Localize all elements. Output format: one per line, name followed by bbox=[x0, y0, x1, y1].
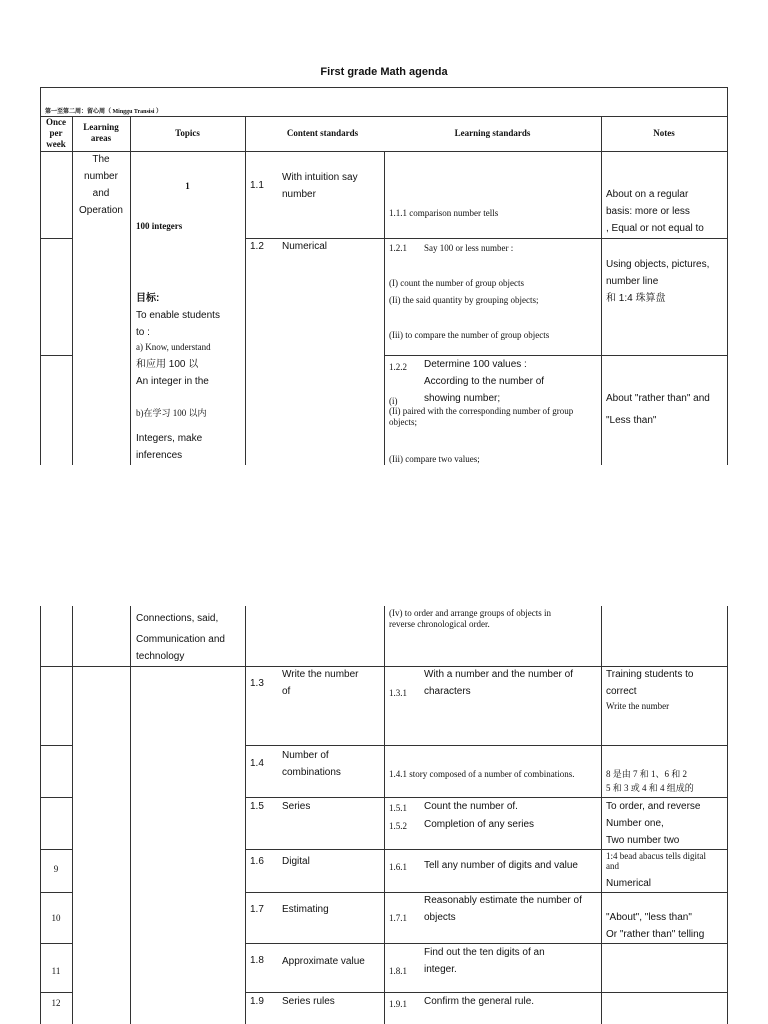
content-standard-text: Digital bbox=[282, 856, 310, 867]
content-standard-text: Series bbox=[282, 801, 311, 812]
week-caption: 第一至第二周：留心周（ Minggu Transisi ） bbox=[45, 109, 162, 115]
week-number: 10 bbox=[51, 913, 61, 923]
goal-a-cont: 和应用 100 以 An integer in the bbox=[136, 359, 209, 387]
learning-standard-text: Count the number of. bbox=[424, 801, 518, 812]
content-standard-number: 1.9 bbox=[250, 996, 264, 1007]
learning-standard-number: 1.5.1 bbox=[389, 803, 407, 813]
learning-standard-number: 1.2.1 bbox=[389, 243, 407, 253]
header-once-per-week: Once per week bbox=[46, 117, 66, 149]
topic-number: 1 bbox=[185, 181, 190, 191]
learning-standard-text: Confirm the general rule. bbox=[424, 996, 535, 1007]
learning-standard-item: (Iii) compare two values; bbox=[389, 454, 480, 464]
notes-cell: Training students to correct bbox=[606, 669, 694, 697]
learning-standard-text: Completion of any series bbox=[424, 819, 535, 830]
week-number: 9 bbox=[53, 864, 59, 874]
header-learning-standards: Learning standards bbox=[454, 128, 531, 138]
header-learning-areas: Learning areas bbox=[83, 122, 119, 143]
header-notes: Notes bbox=[653, 128, 675, 138]
learning-standard-item: (I) count the number of group objects bbox=[389, 278, 524, 288]
notes-cell: "About", "less than" Or "rather than" telling bbox=[606, 912, 705, 940]
content-standard-text: Number of combinations bbox=[282, 750, 341, 778]
notes-cell-serif: 1:4 bead abacus tells digital and bbox=[606, 851, 706, 871]
table-border-top bbox=[40, 87, 728, 88]
header-content-standards: Content standards bbox=[286, 128, 359, 138]
content-standard-number: 1.8 bbox=[250, 955, 264, 966]
header-topics: Topics bbox=[175, 128, 200, 138]
learning-standard-item: (Iv) to order and arrange groups of objects in reverse chronological order. bbox=[389, 608, 551, 629]
content-standard-number: 1.6 bbox=[250, 856, 264, 867]
content-standard-text: Approximate value bbox=[282, 956, 365, 967]
learning-standard-number: 1.7.1 bbox=[389, 913, 407, 923]
notes-cell: To order, and reverse Number one, Two number two bbox=[606, 801, 701, 846]
content-standard-text: With intuition say number bbox=[282, 172, 358, 200]
learning-standard-item: (Ii) the said quantity by grouping objects; bbox=[389, 295, 539, 305]
learning-standard-number: 1.2.2 bbox=[389, 362, 407, 372]
content-standard-number: 1.2 bbox=[250, 241, 264, 252]
goal-a: a) Know, understand bbox=[136, 342, 211, 352]
content-standard-number: 1.1 bbox=[250, 180, 264, 191]
topic-continued: Connections, said, Communication and technology bbox=[136, 613, 225, 662]
content-standard-text: Write the number of bbox=[282, 669, 359, 697]
goal-b-cont: Integers, make inferences bbox=[136, 433, 203, 461]
week-number: 12 bbox=[51, 998, 61, 1008]
learning-standard-number: 1.8.1 bbox=[389, 966, 407, 976]
notes-cell: Using objects, pictures, number line 和 1:4 珠算盘 bbox=[606, 259, 710, 304]
goal-label: 目标: bbox=[136, 293, 160, 304]
learning-standard-number: 1.3.1 bbox=[389, 688, 407, 698]
content-standard-number: 1.3 bbox=[250, 678, 264, 689]
learning-standard-item: (Ii) paired with the corresponding number of group objects; bbox=[389, 406, 574, 427]
topic-title: 100 integers bbox=[136, 221, 183, 231]
learning-standard-text: Find out the ten digits of an integer. bbox=[424, 947, 545, 975]
learning-standard-heading: Say 100 or less number : bbox=[424, 243, 514, 253]
learning-standard: 1.4.1 story composed of a number of combinations. bbox=[389, 769, 575, 779]
content-standard-number: 1.5 bbox=[250, 801, 264, 812]
notes-cell: About "rather than" and "Less than" bbox=[606, 393, 710, 426]
learning-standard-number: 1.9.1 bbox=[389, 999, 407, 1009]
learning-standard-heading: Determine 100 values : According to the number of showing number; bbox=[424, 359, 545, 404]
learning-standard-text: Reasonably estimate the number of objects bbox=[424, 895, 582, 923]
learning-area-cell: The number and Operation bbox=[79, 154, 123, 216]
learning-standard-item: (i) bbox=[389, 396, 398, 406]
notes-cell: 8 是由 7 和 1、6 和 2 5 和 3 或 4 和 4 组成的 bbox=[606, 769, 694, 793]
notes-cell-serif: Write the number bbox=[606, 701, 670, 711]
learning-standard: 1.1.1 comparison number tells bbox=[389, 208, 499, 218]
goal-text: To enable students to : bbox=[136, 310, 220, 338]
content-standard-text: Numerical bbox=[282, 241, 328, 252]
content-standard-number: 1.7 bbox=[250, 904, 264, 915]
content-standard-number: 1.4 bbox=[250, 758, 264, 769]
learning-standard-text: With a number and the number of characters bbox=[424, 669, 573, 697]
notes-cell: Numerical bbox=[606, 878, 652, 889]
week-number: 11 bbox=[51, 966, 61, 976]
learning-standard-number: 1.6.1 bbox=[389, 862, 407, 872]
notes-cell: About on a regular basis: more or less , Equal or not equal to bbox=[606, 189, 704, 234]
goal-b: b)在学习 100 以内 bbox=[136, 408, 207, 418]
learning-standard-text: Tell any number of digits and value bbox=[424, 860, 578, 871]
content-standard-text: Series rules bbox=[282, 996, 335, 1007]
learning-standard-item: (Iii) to compare the number of group objects bbox=[389, 330, 550, 340]
learning-standard-number: 1.5.2 bbox=[389, 821, 407, 831]
content-standard-text: Estimating bbox=[282, 904, 329, 915]
page-title: First grade Math agenda bbox=[320, 66, 448, 78]
